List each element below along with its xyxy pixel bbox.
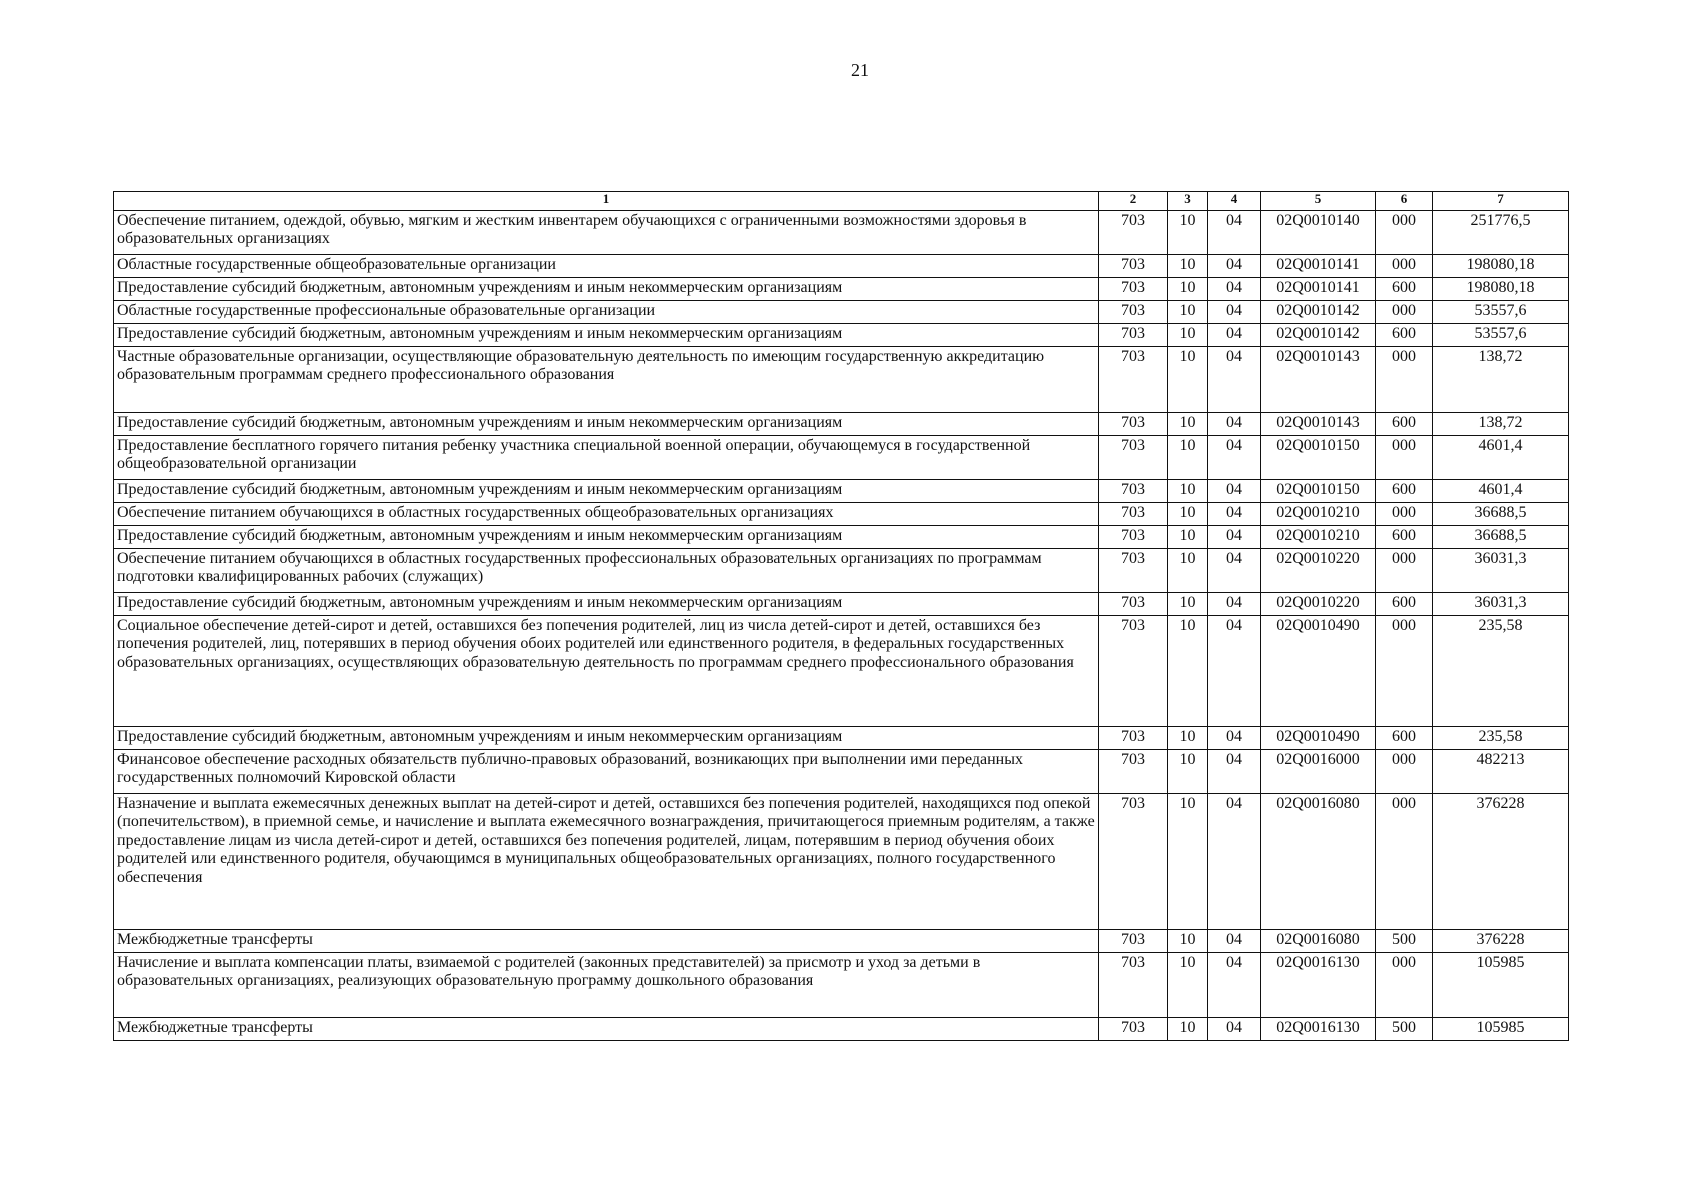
cell-col-6: 600 (1376, 413, 1433, 436)
cell-col-6: 600 (1376, 324, 1433, 347)
cell-col-5: 02Q0010142 (1261, 324, 1376, 347)
cell-col-3: 10 (1168, 255, 1208, 278)
row-description: Начисление и выплата компенсации платы, взимаемой с родителей (законных представителей) за присмотр и уход за детьми в образовательных организациях, реализующих образовательную программу дошкольного образования (114, 953, 1099, 1018)
cell-col-4: 04 (1208, 616, 1261, 727)
table-row (114, 347, 1569, 413)
cell-col-3: 10 (1168, 930, 1208, 953)
cell-col-6: 000 (1376, 953, 1433, 1018)
cell-col-6: 500 (1376, 1018, 1433, 1041)
row-description: Обеспечение питанием, одеждой, обувью, мягким и жестким инвентарем обучающихся с ограниченными возможностями здоровья в образовательных организациях (114, 211, 1099, 255)
cell-col-5: 02Q0016080 (1261, 930, 1376, 953)
cell-col-7-amount: 105985 (1433, 953, 1569, 1018)
cell-col-6: 000 (1376, 347, 1433, 413)
cell-col-6: 000 (1376, 616, 1433, 727)
cell-col-4: 04 (1208, 211, 1261, 255)
cell-col-4: 04 (1208, 278, 1261, 301)
cell-col-6: 600 (1376, 727, 1433, 750)
cell-col-5: 02Q0010490 (1261, 727, 1376, 750)
column-header-3: 3 (1168, 192, 1208, 211)
cell-col-2: 703 (1099, 301, 1168, 324)
row-description: Предоставление субсидий бюджетным, автономным учреждениям и иным некоммерческим организациям (114, 727, 1099, 750)
cell-col-5: 02Q0010220 (1261, 549, 1376, 593)
row-description: Предоставление субсидий бюджетным, автономным учреждениям и иным некоммерческим организациям (114, 480, 1099, 503)
cell-col-4: 04 (1208, 347, 1261, 413)
row-description: Назначение и выплата ежемесячных денежных выплат на детей-сирот и детей, оставшихся без попечения родителей, находящихся под опекой (попечительством), в приемной семье, и начисление и выплата ежемесячного вознаграждения, причитающегося приемным родителям, а также предоставление лицам из числа детей-сирот и детей, оставшихся без попечения родителей, лицам, потерявшим в период обучения обоих родителей или единственного родителя, обучающимся в муниципальных общеобразовательных организациях, полного государственного обеспечения (114, 794, 1099, 930)
table-row (114, 278, 1569, 301)
cell-col-7-amount: 36688,5 (1433, 503, 1569, 526)
column-header-7: 7 (1433, 192, 1569, 211)
table-body (114, 211, 1569, 1041)
column-header-6: 6 (1376, 192, 1433, 211)
column-header-5: 5 (1261, 192, 1376, 211)
row-description: Межбюджетные трансферты (114, 930, 1099, 953)
cell-col-7-amount: 376228 (1433, 794, 1569, 930)
cell-col-3: 10 (1168, 301, 1208, 324)
column-header-1: 1 (114, 192, 1099, 211)
cell-col-5: 02Q0010142 (1261, 301, 1376, 324)
cell-col-2: 703 (1099, 593, 1168, 616)
cell-col-5: 02Q0010220 (1261, 593, 1376, 616)
cell-col-5: 02Q0010140 (1261, 211, 1376, 255)
row-description: Финансовое обеспечение расходных обязательств публично-правовых образований, возникающих при выполнении ими переданных государственных полномочий Кировской области (114, 750, 1099, 794)
cell-col-2: 703 (1099, 794, 1168, 930)
cell-col-3: 10 (1168, 503, 1208, 526)
cell-col-7-amount: 36688,5 (1433, 526, 1569, 549)
table-row (114, 549, 1569, 593)
cell-col-3: 10 (1168, 549, 1208, 593)
table-row (114, 930, 1569, 953)
cell-col-4: 04 (1208, 503, 1261, 526)
cell-col-3: 10 (1168, 727, 1208, 750)
cell-col-3: 10 (1168, 794, 1208, 930)
cell-col-5: 02Q0010210 (1261, 526, 1376, 549)
cell-col-7-amount: 53557,6 (1433, 324, 1569, 347)
cell-col-2: 703 (1099, 347, 1168, 413)
table-row (114, 953, 1569, 1018)
cell-col-4: 04 (1208, 750, 1261, 794)
cell-col-4: 04 (1208, 930, 1261, 953)
cell-col-7-amount: 482213 (1433, 750, 1569, 794)
cell-col-2: 703 (1099, 503, 1168, 526)
row-description: Межбюджетные трансферты (114, 1018, 1099, 1041)
row-description: Предоставление субсидий бюджетным, автономным учреждениям и иным некоммерческим организациям (114, 526, 1099, 549)
cell-col-4: 04 (1208, 549, 1261, 593)
cell-col-7-amount: 198080,18 (1433, 255, 1569, 278)
cell-col-5: 02Q0016000 (1261, 750, 1376, 794)
cell-col-6: 600 (1376, 278, 1433, 301)
cell-col-6: 000 (1376, 750, 1433, 794)
cell-col-6: 000 (1376, 549, 1433, 593)
table-row (114, 301, 1569, 324)
cell-col-7-amount: 53557,6 (1433, 301, 1569, 324)
cell-col-2: 703 (1099, 526, 1168, 549)
table-row (114, 750, 1569, 794)
cell-col-2: 703 (1099, 324, 1168, 347)
table-row (114, 413, 1569, 436)
cell-col-7-amount: 376228 (1433, 930, 1569, 953)
cell-col-7-amount: 138,72 (1433, 413, 1569, 436)
cell-col-2: 703 (1099, 930, 1168, 953)
row-description: Областные государственные профессиональные образовательные организации (114, 301, 1099, 324)
table-row (114, 436, 1569, 480)
cell-col-3: 10 (1168, 324, 1208, 347)
cell-col-7-amount: 235,58 (1433, 616, 1569, 727)
cell-col-5: 02Q0016130 (1261, 1018, 1376, 1041)
cell-col-2: 703 (1099, 727, 1168, 750)
cell-col-5: 02Q0010141 (1261, 255, 1376, 278)
cell-col-5: 02Q0010210 (1261, 503, 1376, 526)
cell-col-6: 000 (1376, 301, 1433, 324)
table-row (114, 616, 1569, 727)
cell-col-7-amount: 4601,4 (1433, 480, 1569, 503)
cell-col-7-amount: 36031,3 (1433, 593, 1569, 616)
cell-col-7-amount: 4601,4 (1433, 436, 1569, 480)
cell-col-4: 04 (1208, 413, 1261, 436)
cell-col-4: 04 (1208, 324, 1261, 347)
cell-col-4: 04 (1208, 301, 1261, 324)
cell-col-6: 600 (1376, 593, 1433, 616)
cell-col-5: 02Q0010143 (1261, 347, 1376, 413)
cell-col-7-amount: 105985 (1433, 1018, 1569, 1041)
cell-col-4: 04 (1208, 593, 1261, 616)
row-description: Обеспечение питанием обучающихся в областных государственных общеобразовательных организациях (114, 503, 1099, 526)
row-description: Областные государственные общеобразовательные организации (114, 255, 1099, 278)
cell-col-4: 04 (1208, 953, 1261, 1018)
row-description: Предоставление субсидий бюджетным, автономным учреждениям и иным некоммерческим организациям (114, 593, 1099, 616)
cell-col-2: 703 (1099, 953, 1168, 1018)
table-row (114, 1018, 1569, 1041)
cell-col-3: 10 (1168, 953, 1208, 1018)
row-description: Предоставление бесплатного горячего питания ребенку участника специальной военной операции, обучающемуся в государственной общеобразовательной организации (114, 436, 1099, 480)
cell-col-6: 000 (1376, 211, 1433, 255)
cell-col-3: 10 (1168, 211, 1208, 255)
cell-col-6: 500 (1376, 930, 1433, 953)
row-description: Обеспечение питанием обучающихся в областных государственных профессиональных образовательных организациях по программам подготовки квалифицированных рабочих (служащих) (114, 549, 1099, 593)
cell-col-3: 10 (1168, 436, 1208, 480)
cell-col-4: 04 (1208, 436, 1261, 480)
page-number: 21 (851, 60, 869, 80)
cell-col-2: 703 (1099, 255, 1168, 278)
cell-col-2: 703 (1099, 480, 1168, 503)
cell-col-7-amount: 235,58 (1433, 727, 1569, 750)
column-header-2: 2 (1099, 192, 1168, 211)
table-row (114, 727, 1569, 750)
cell-col-2: 703 (1099, 211, 1168, 255)
cell-col-4: 04 (1208, 1018, 1261, 1041)
cell-col-6: 600 (1376, 526, 1433, 549)
cell-col-4: 04 (1208, 727, 1261, 750)
cell-col-5: 02Q0010150 (1261, 480, 1376, 503)
row-description: Предоставление субсидий бюджетным, автономным учреждениям и иным некоммерческим организациям (114, 324, 1099, 347)
cell-col-5: 02Q0016080 (1261, 794, 1376, 930)
cell-col-3: 10 (1168, 347, 1208, 413)
cell-col-2: 703 (1099, 413, 1168, 436)
cell-col-5: 02Q0016130 (1261, 953, 1376, 1018)
table-row (114, 526, 1569, 549)
table-row (114, 794, 1569, 930)
cell-col-4: 04 (1208, 526, 1261, 549)
cell-col-6: 600 (1376, 480, 1433, 503)
row-description: Социальное обеспечение детей-сирот и детей, оставшихся без попечения родителей, лиц из числа детей-сирот и детей, оставшихся без попечения родителей, лиц, потерявших в период обучения обоих родителей или единственного родителя, в федеральных государственных образовательных организациях, осуществляющих образовательную деятельность по программам среднего профессионального образования (114, 616, 1099, 727)
cell-col-2: 703 (1099, 750, 1168, 794)
cell-col-5: 02Q0010141 (1261, 278, 1376, 301)
cell-col-3: 10 (1168, 593, 1208, 616)
cell-col-2: 703 (1099, 549, 1168, 593)
cell-col-6: 000 (1376, 794, 1433, 930)
cell-col-2: 703 (1099, 616, 1168, 727)
cell-col-3: 10 (1168, 480, 1208, 503)
cell-col-6: 000 (1376, 503, 1433, 526)
cell-col-2: 703 (1099, 436, 1168, 480)
cell-col-4: 04 (1208, 480, 1261, 503)
column-header-4: 4 (1208, 192, 1261, 211)
cell-col-7-amount: 138,72 (1433, 347, 1569, 413)
table-row (114, 593, 1569, 616)
cell-col-2: 703 (1099, 278, 1168, 301)
cell-col-5: 02Q0010490 (1261, 616, 1376, 727)
table-row (114, 211, 1569, 255)
cell-col-7-amount: 198080,18 (1433, 278, 1569, 301)
cell-col-7-amount: 36031,3 (1433, 549, 1569, 593)
cell-col-3: 10 (1168, 526, 1208, 549)
cell-col-3: 10 (1168, 1018, 1208, 1041)
cell-col-2: 703 (1099, 1018, 1168, 1041)
cell-col-5: 02Q0010150 (1261, 436, 1376, 480)
cell-col-3: 10 (1168, 278, 1208, 301)
budget-table (113, 191, 1569, 1041)
table-row (114, 503, 1569, 526)
cell-col-3: 10 (1168, 413, 1208, 436)
cell-col-4: 04 (1208, 255, 1261, 278)
cell-col-5: 02Q0010143 (1261, 413, 1376, 436)
cell-col-6: 000 (1376, 436, 1433, 480)
table-row (114, 480, 1569, 503)
row-description: Предоставление субсидий бюджетным, автономным учреждениям и иным некоммерческим организациям (114, 413, 1099, 436)
table-header-row (114, 192, 1569, 211)
cell-col-3: 10 (1168, 616, 1208, 727)
row-description: Частные образовательные организации, осуществляющие образовательную деятельность по имеющим государственную аккредитацию образовательным программам среднего профессионального образования (114, 347, 1099, 413)
table-row (114, 255, 1569, 278)
cell-col-3: 10 (1168, 750, 1208, 794)
cell-col-6: 000 (1376, 255, 1433, 278)
cell-col-4: 04 (1208, 794, 1261, 930)
table-row (114, 324, 1569, 347)
row-description: Предоставление субсидий бюджетным, автономным учреждениям и иным некоммерческим организациям (114, 278, 1099, 301)
cell-col-7-amount: 251776,5 (1433, 211, 1569, 255)
